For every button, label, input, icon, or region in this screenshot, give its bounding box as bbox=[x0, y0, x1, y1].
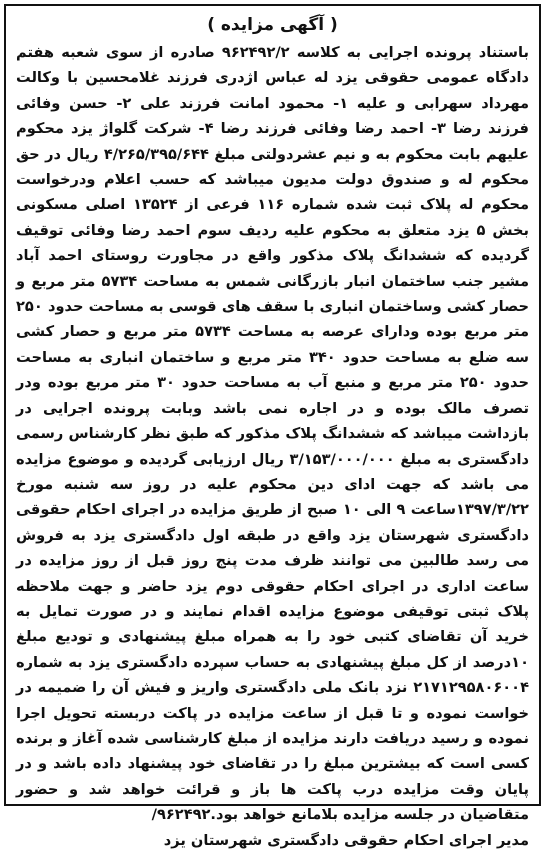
notice-title: ( آگهی مزایده ) bbox=[207, 15, 338, 35]
notice-body: باستناد پرونده اجرایی به کلاسه ۹۶۲۴۹۲/۲ صادره از سوی شعبه هفتم دادگاه عمومی حقوقی یزد له عباس اژدری فرزند غلامحسین با وکالت مهرداد سهرابی و علیه ۱- محمود امانت فرزند علی ۲- حسن وفائی فرزند رضا ۳- احمد رضا وفائی فرزند رضا ۴- شرکت گلواژ یزد محکوم علیهم بابت محکوم به و نیم عشردولتی مبلغ ۴/۲۶۵/۳۹۵/۶۴۴ ریال در حق محکوم له و صندوق دولت مدیون میباشد که حسب اعلام ودرخواست محکوم له پلاک ثبت شده شماره ۱۱۶ فرعی از ۱۳۵۲۴ اصلی مسکونی بخش ۵ یزد متعلق به محکوم علیه ردیف سوم احمد رضا وفائی توقیف گردیده که ششدانگ پلاک مذکور واقع در مجاورت روستای احمد آباد مشیر جنب ساختمان انبار بازرگانی شمس به مساحت ۵۷۳۴ متر مربع و حصار کشی وساختمان انباری با سقف های قوسی به مساحت حدود ۲۵۰ متر مربع بوده ودارای عرصه به مساحت ۵۷۳۴ متر مربع و حصار کشی سه ضلع به مساحت حدود ۳۴۰ متر مربع و ساختمان انباری به مساحت حدود ۲۵۰ متر مربع و منبع آب به مساحت حدود ۳۰ متر مربع بوده ودر تصرف مالک بوده و در اجاره نمی باشد وبابت پرونده اجرایی در بازداشت میباشد که ششدانگ پلاک مذکور که طبق نظر کارشناس رسمی دادگستری به مبلغ ۳/۱۵۳/۰۰۰/۰۰۰ ریال ارزیابی گردیده و موضوع مزایده می باشد که جهت ادای دین محکوم علیه در روز سه شنبه مورخ ۱۳۹۷/۳/۲۲ساعت ۹ الی ۱۰ صبح از طریق مزایده در اجرای احکام حقوقی دادگستری شهرستان یزد واقع در طبقه اول دادگستری یزد به فروش می رسد طالبین می توانند ظرف مدت پنج روز قبل از روز مزایده در ساعت اداری در اجرای احکام حقوقی دوم یزد حاضر و جهت ملاحظه پلاک ثبتی توقیفی موضوع مزایده اقدام نمایند و در صورت تمایل به خرید آن تقاضای کتبی خود را به همراه مبلغ پیشنهادی و تودیع مبلغ ۱۰درصد از کل مبلغ پیشنهادی به حساب سپرده دادگستری یزد به شماره ۲۱۷۱۲۹۵۸۰۶۰۰۴ نزد بانک ملی دادگستری واریز و فیش آن را ضمیمه در خواست نموده و تا قبل از ساعت مزایده در پاکت دربسته تحویل اجرا نموده و رسید دریافت دارند مزایده از مبلغ کارشناسی شده آغاز و برنده کسی است که بیشترین مبلغ را در تقاضای خود پیشنهاد داده باشد و در پایان وقت مزایده درب پاکت ها باز و قرائت خواهد شد و حضور متقاضیان در جلسه مزایده بلامانع خواهد بود.۹۶۲۴۹۲/ bbox=[16, 44, 529, 824]
auction-notice bbox=[4, 4, 541, 849]
notice-signature: مدیر اجرای احکام حقوقی دادگستری شهرستان یزد bbox=[163, 831, 529, 849]
